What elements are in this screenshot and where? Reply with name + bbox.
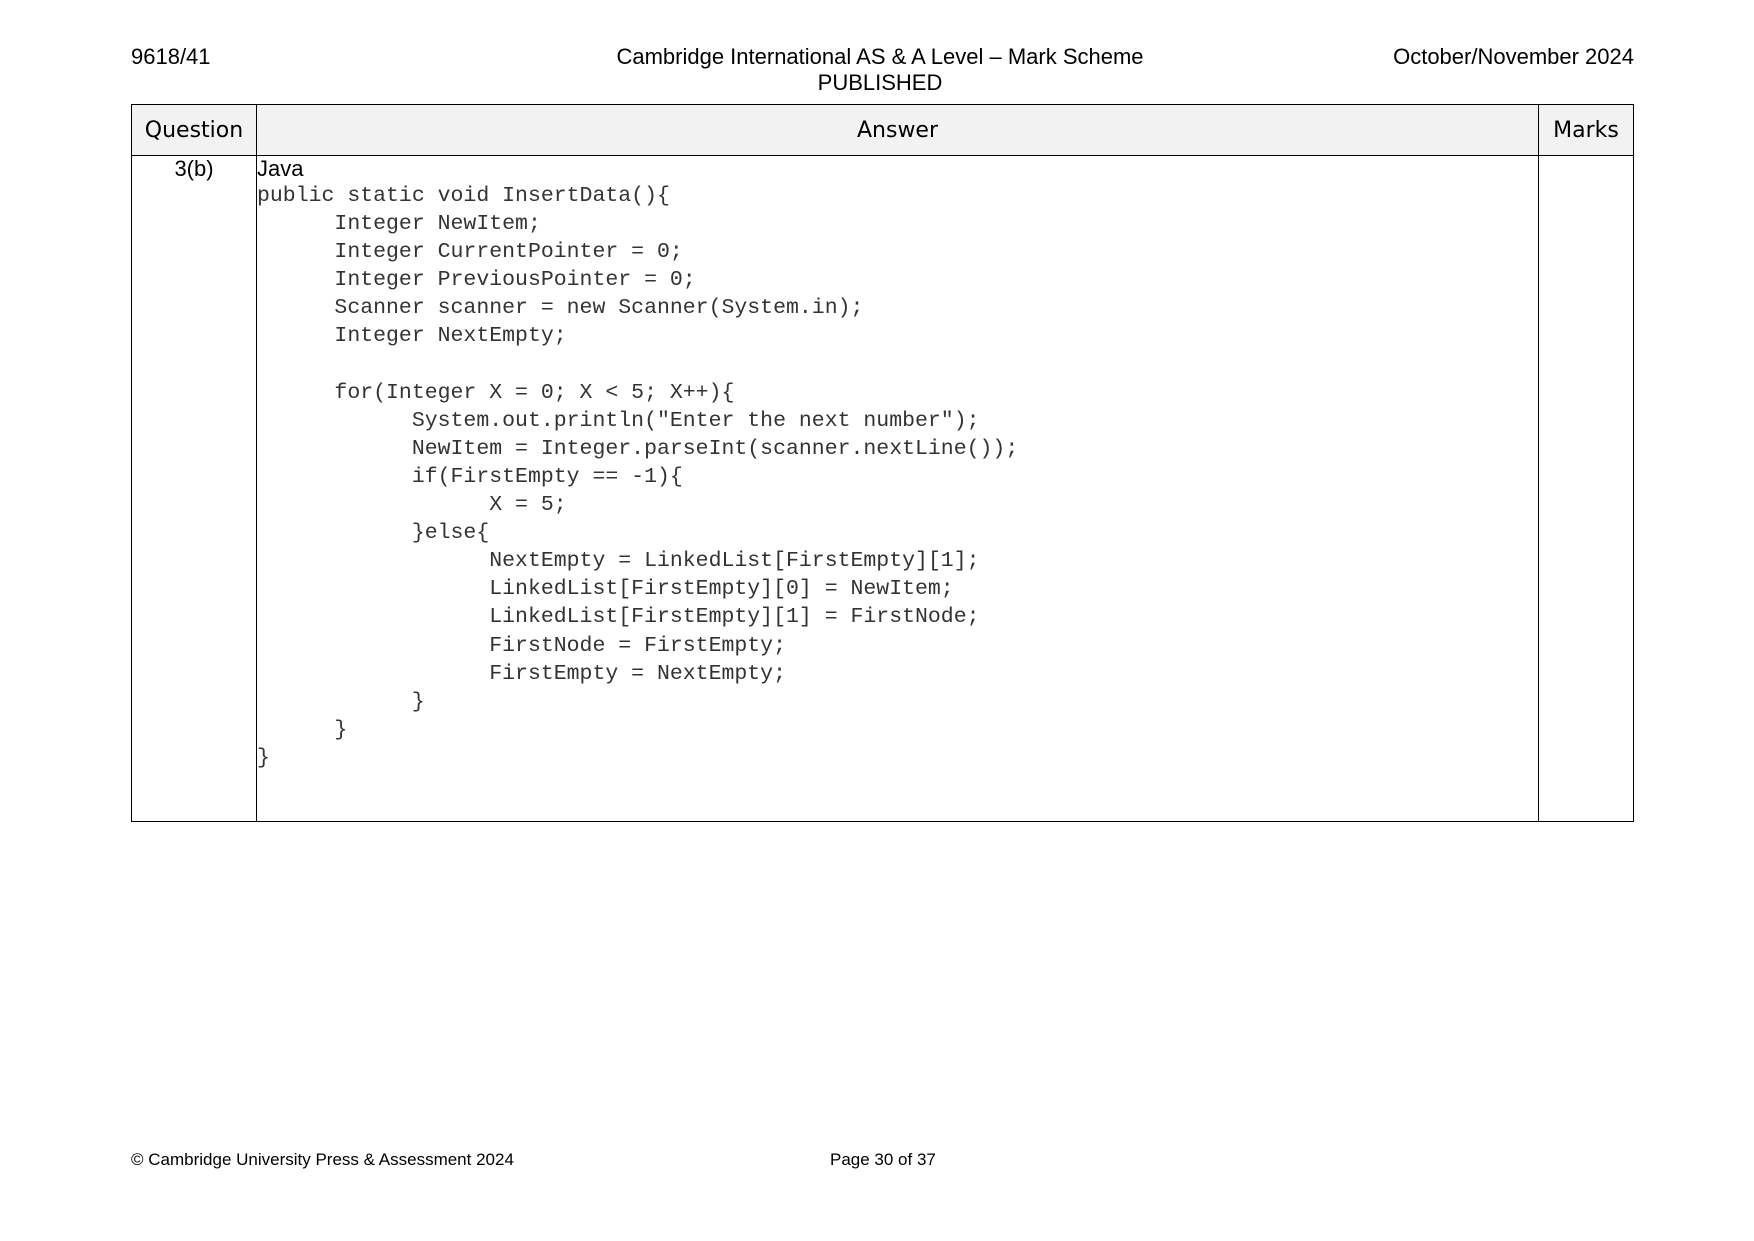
answer-cell [257, 156, 1539, 822]
paper-code: 9618/41 [131, 44, 211, 69]
table-header-row [132, 105, 1634, 156]
column-header-answer: Answer [257, 105, 1539, 156]
page-number: Page 30 of 37 [830, 1150, 936, 1169]
copyright-notice: © Cambridge University Press & Assessment 2024 [131, 1150, 514, 1169]
mark-scheme-table [131, 104, 1634, 822]
table-row [132, 156, 1634, 822]
column-header-question: Question [132, 105, 257, 156]
document-status: PUBLISHED [817, 70, 943, 95]
answer-code: public static void InsertData(){ Integer NewItem; Integer CurrentPointer = 0; Integer PreviousPointer = 0; Scanner scanner = new Scanner(System.in); Integer NextEmpty; for(Integer X = 0; X < 5; X++){ System.out.println("Enter the next number"); NewItem = Integer.parseInt(scanner.nextLine()); if(FirstEmpty == -1){ X = 5; }else{ NextEmpty = LinkedList[FirstEmpty][1]; LinkedList[FirstEmpty][0] = NewItem; LinkedList[FirstEmpty][1] = FirstNode; FirstNode = FirstEmpty; FirstEmpty = NextEmpty; } } } [257, 184, 1019, 770]
document-title-block [600, 44, 1160, 96]
document-title: Cambridge International AS & A Level – Mark Scheme [616, 44, 1144, 69]
question-number: 3(b) [132, 156, 257, 822]
marks-cell [1539, 156, 1634, 822]
column-header-marks: Marks [1539, 105, 1634, 156]
answer-language: Java [257, 156, 304, 181]
exam-session: October/November 2024 [1393, 44, 1634, 69]
